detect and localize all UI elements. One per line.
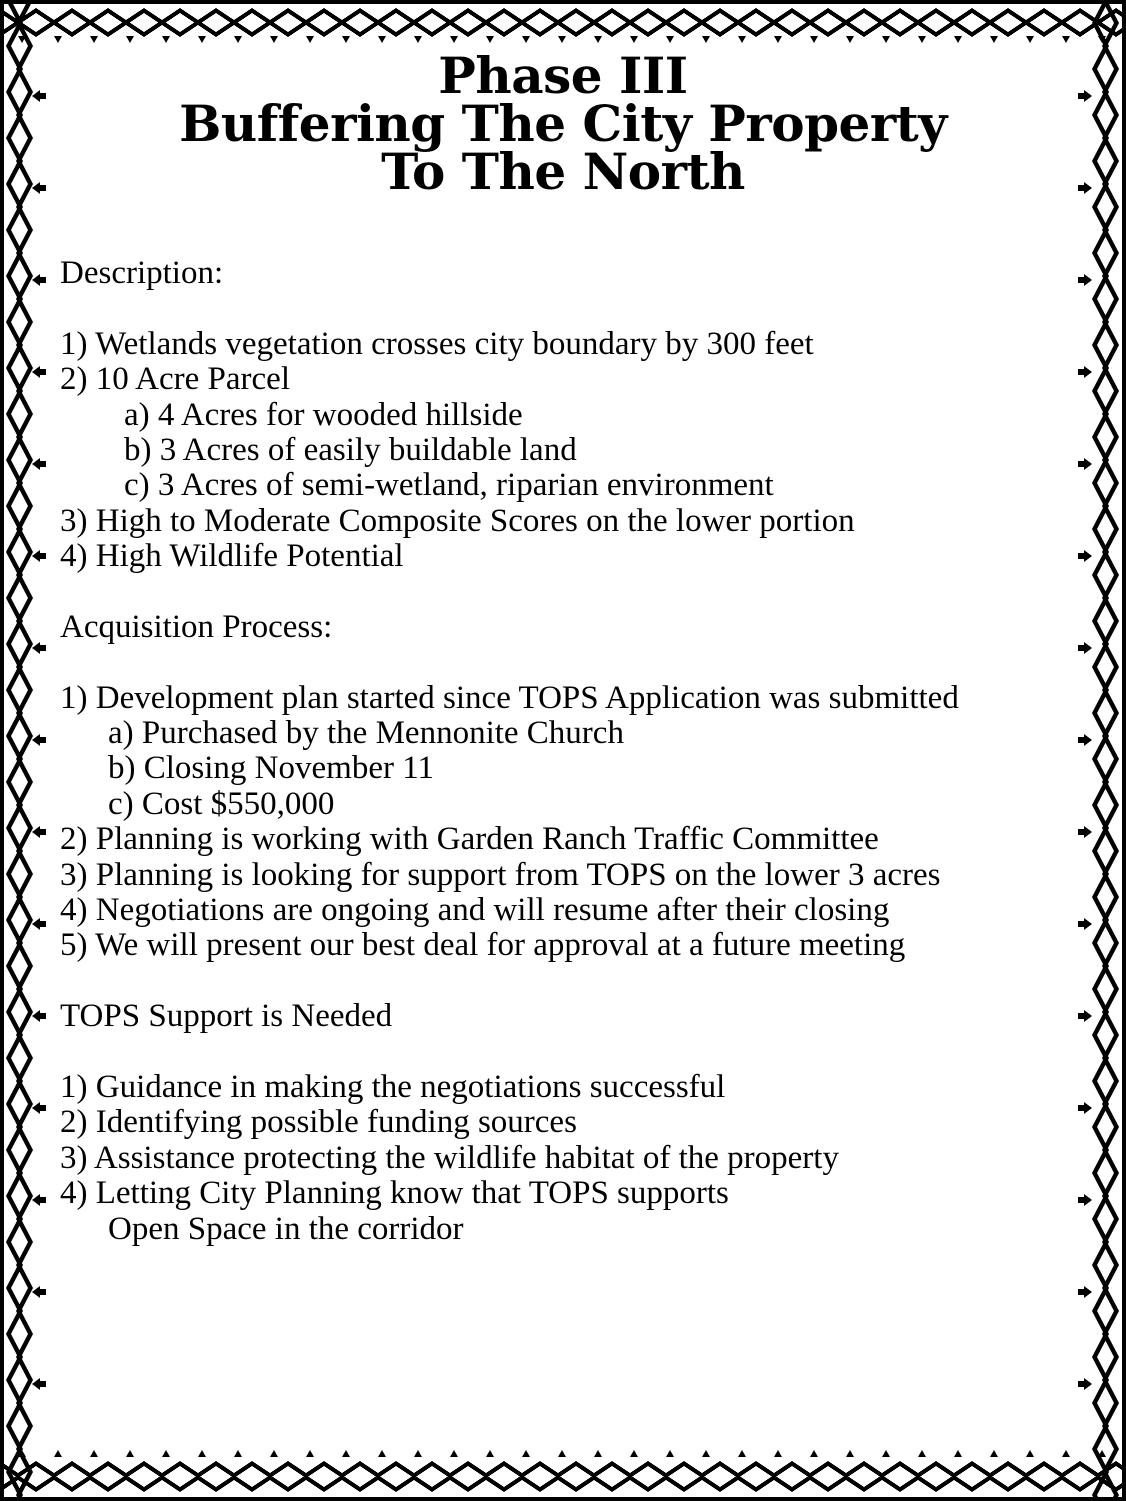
acquisition-item-2: 2) Planning is working with Garden Ranch Traffic Committee — [60, 821, 879, 858]
description-item-3: 3) High to Moderate Composite Scores on the lower portion — [60, 502, 855, 539]
support-item-4: 4) Letting City Planning know that TOPS supports — [60, 1175, 729, 1212]
document-body — [60, 256, 1060, 1247]
acquisition-item-1: 1) Development plan started since TOPS Application was submitted — [60, 679, 959, 716]
page-title — [60, 46, 1066, 201]
acquisition-item-5: 5) We will present our best deal for approval at a future meeting — [60, 927, 906, 964]
acquisition-subitem-a: a) Purchased by the Mennonite Church — [108, 715, 624, 752]
spacer — [60, 964, 1060, 999]
description-subitem-a: a) 4 Acres for wooded hillside — [124, 396, 523, 433]
acquisition-heading: Acquisition Process: — [60, 608, 333, 645]
description-heading: Description: — [60, 255, 224, 291]
support-item-2: 2) Identifying possible funding sources — [60, 1104, 577, 1141]
description-item-4: 4) High Wildlife Potential — [60, 538, 404, 575]
support-item-3: 3) Assistance protecting the wildlife habitat of the property — [60, 1139, 839, 1176]
spacer — [60, 575, 1060, 610]
description-subitem-b: b) 3 Acres of easily buildable land — [124, 431, 577, 468]
support-item-4-continuation: Open Space in the corridor — [108, 1210, 464, 1247]
spacer — [60, 645, 1060, 680]
spacer — [60, 291, 1060, 326]
description-item-1: 1) Wetlands vegetation crosses city boundary by 300 feet — [60, 325, 814, 362]
acquisition-item-3: 3) Planning is looking for support from TOPS on the lower 3 acres — [60, 856, 941, 893]
title-line-2: Buffering The City Property — [179, 94, 947, 153]
title-line-1: Phase III — [438, 46, 688, 105]
acquisition-subitem-c: c) Cost $550,000 — [108, 785, 335, 822]
spacer — [60, 1035, 1060, 1070]
support-item-1: 1) Guidance in making the negotiations successful — [60, 1068, 726, 1105]
title-line-3: To The North — [381, 142, 745, 201]
support-heading: TOPS Support is Needed — [60, 998, 393, 1035]
acquisition-subitem-b: b) Closing November 11 — [108, 750, 434, 787]
description-item-2: 2) 10 Acre Parcel — [60, 361, 290, 398]
description-subitem-c: c) 3 Acres of semi-wetland, riparian environment — [124, 467, 774, 504]
acquisition-item-4: 4) Negotiations are ongoing and will resume after their closing — [60, 892, 890, 929]
